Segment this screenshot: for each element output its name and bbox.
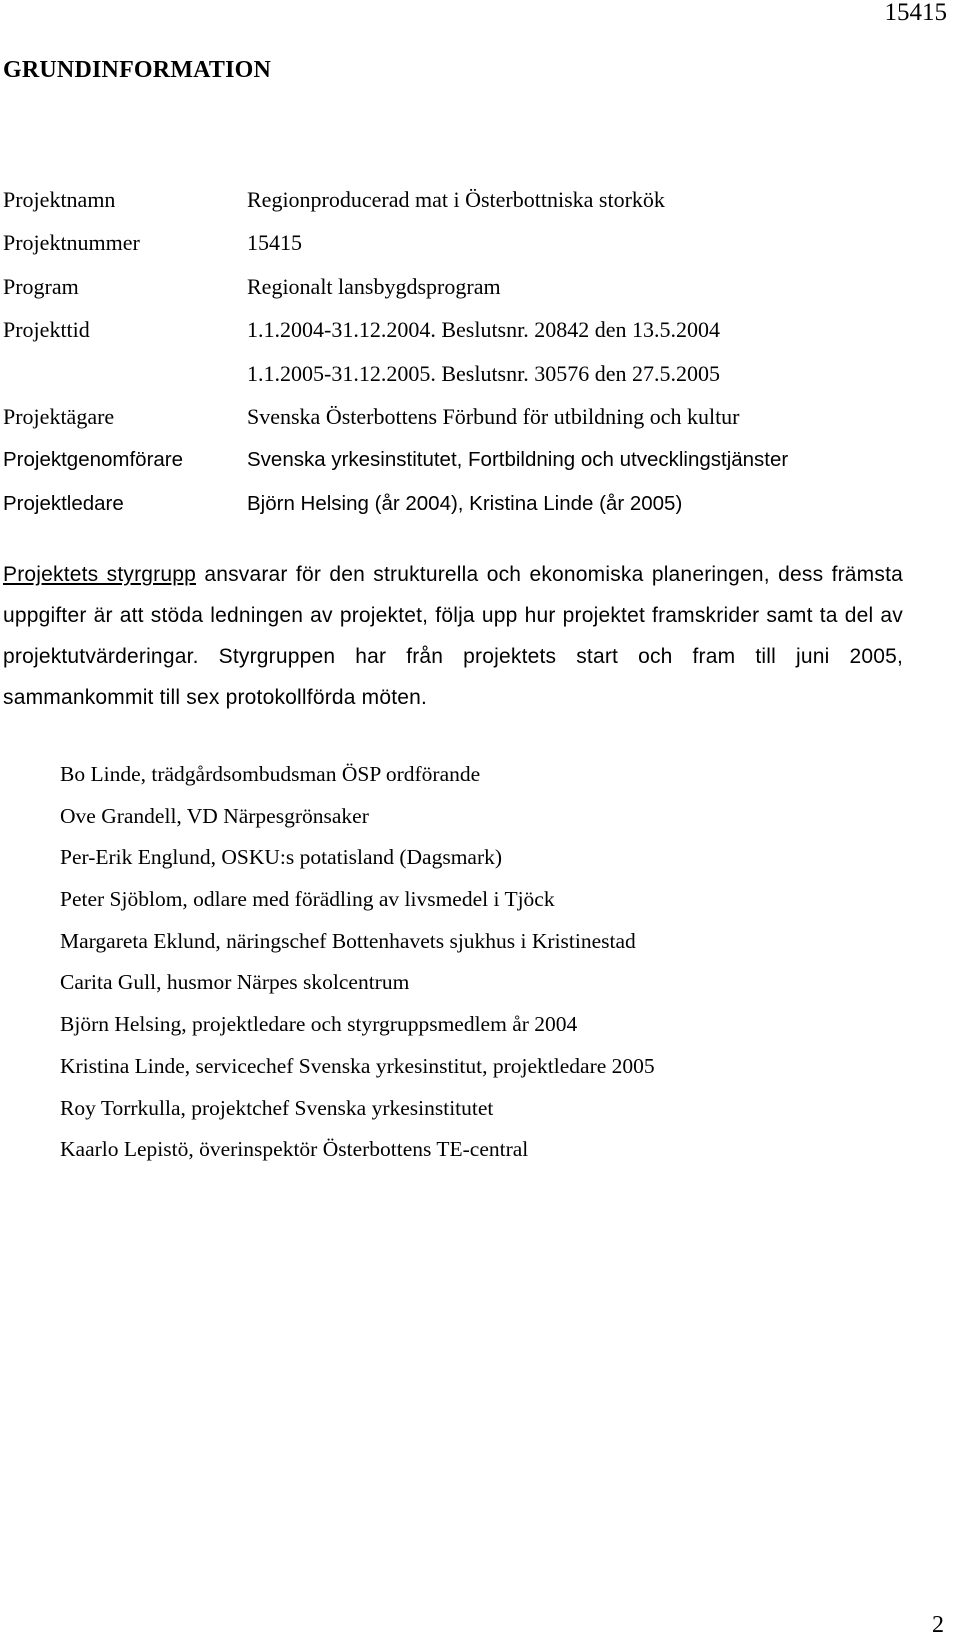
- info-value: Svenska Österbottens Förbund för utbildning och kultur: [247, 403, 740, 429]
- info-label: Projektgenomförare: [3, 448, 184, 472]
- info-label: Projektnummer: [3, 230, 140, 256]
- info-label: Projektnamn: [3, 187, 116, 212]
- info-row-program: [3, 273, 903, 316]
- info-value: Björn Helsing (år 2004), Kristina Linde (år 2005): [247, 491, 683, 515]
- member-item: Kaarlo Lepistö, överinspektör Österbottens TE-central: [60, 1137, 529, 1162]
- info-value: 15415: [247, 230, 302, 256]
- info-label: [3, 360, 247, 403]
- info-label: Program: [3, 273, 79, 299]
- info-value: Regionalt lansbygdsprogram: [247, 273, 501, 299]
- info-value: 1.1.2004-31.12.2004. Beslutsnr. 20842 den 13.5.2004: [247, 317, 720, 343]
- info-label: Projekttid: [3, 317, 90, 343]
- member-item: Peter Sjöblom, odlare med förädling av livsmedel i Tjöck: [60, 887, 555, 912]
- member-item: Margareta Eklund, näringschef Bottenhavets sjukhus i Kristinestad: [60, 928, 636, 953]
- info-value: Svenska yrkesinstitutet, Fortbildning och utvecklingstjänster: [247, 448, 789, 472]
- info-value: Regionproducerad mat i Österbottniska storkök: [247, 187, 665, 212]
- steering-group-text: ansvarar för den strukturella och ekonomiska planeringen, dess främsta uppgifter är att stöda ledningen av projektet, följa upp hur projektet framskrider samt ta del av projektutvärderingar. Styrgruppen har från projektets start och fram till juni 2005, sammankommit till sex protokollförda möten.: [3, 563, 903, 709]
- info-row-projektnamn: [3, 186, 903, 229]
- info-row-projektnummer: [3, 229, 903, 272]
- member-item: Per-Erik Englund, OSKU:s potatisland (Dagsmark): [60, 845, 503, 870]
- info-label: Projektägare: [3, 403, 115, 429]
- project-info-table: [3, 186, 903, 533]
- steering-group-member-list: [60, 760, 920, 1177]
- member-item: Bo Linde, trädgårdsombudsman ÖSP ordförande: [60, 762, 481, 786]
- info-row-projektgenomforare: [3, 446, 903, 489]
- member-item: Kristina Linde, servicechef Svenska yrkesinstitut, projektledare 2005: [60, 1053, 655, 1078]
- page-number: 2: [932, 1612, 944, 1638]
- steering-group-term: Projektets styrgrupp: [3, 563, 197, 586]
- info-label: Projektledare: [3, 491, 124, 515]
- info-row-projekttid-continued: [3, 360, 903, 403]
- member-item: Ove Grandell, VD Närpesgrönsaker: [60, 803, 369, 828]
- info-row-projektagare: [3, 403, 903, 446]
- steering-group-paragraph: [3, 554, 903, 718]
- project-number-header: 15415: [884, 0, 947, 26]
- member-item: Carita Gull, husmor Närpes skolcentrum: [60, 970, 410, 995]
- page-title: GRUNDINFORMATION: [3, 57, 272, 83]
- member-item: Roy Torrkulla, projektchef Svenska yrkesinstitutet: [60, 1095, 494, 1120]
- info-row-projektledare: [3, 490, 903, 533]
- member-item: Björn Helsing, projektledare och styrgruppsmedlem år 2004: [60, 1012, 578, 1037]
- info-row-projekttid: [3, 316, 903, 359]
- info-value: 1.1.2005-31.12.2005. Beslutsnr. 30576 den 27.5.2005: [247, 360, 720, 386]
